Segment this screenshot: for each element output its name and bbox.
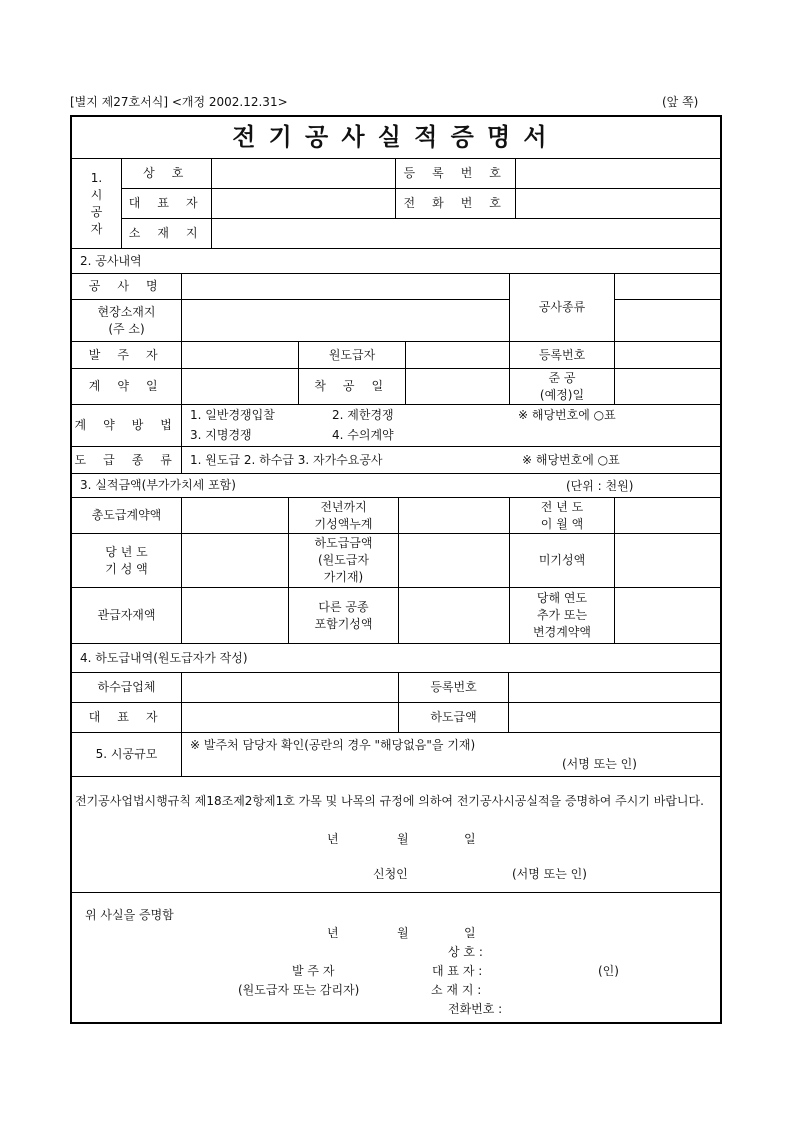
- applicant-label: 신청인: [373, 867, 408, 881]
- address-label: 소 재 지: [122, 219, 212, 249]
- section5-note: ※ 발주처 담당자 확인(공란의 경우 "해당없음"을 기재): [190, 738, 476, 752]
- method-option-2[interactable]: 2. 제한경쟁: [332, 408, 394, 422]
- registration-number-label: 등 록 번 호: [396, 159, 516, 189]
- project-name-label: 공 사 명: [72, 274, 182, 300]
- contract-type-note: ※ 해당번호에 ○표: [522, 453, 620, 467]
- certify-client-label: 발 주 자: [292, 964, 335, 978]
- prev-year-carryover-field[interactable]: [615, 498, 720, 534]
- start-date-field[interactable]: [406, 369, 510, 405]
- client-label: 발 주 자: [72, 342, 182, 369]
- sub-amount-label: 하도급액: [399, 703, 509, 733]
- client-field[interactable]: [182, 342, 299, 369]
- certificate-form: [70, 115, 722, 1024]
- prime-contractor-field[interactable]: [406, 342, 510, 369]
- registration-number-field[interactable]: [516, 159, 720, 189]
- certify-date-month: 월: [397, 926, 409, 940]
- other-work-field[interactable]: [399, 588, 510, 644]
- project-name-field[interactable]: [182, 274, 510, 300]
- contract-type-options[interactable]: 1. 원도급 2. 하수급 3. 자가수요공사: [190, 453, 383, 467]
- subcontract-amount-field[interactable]: [399, 534, 510, 588]
- reg-number-label: 등록번호: [510, 342, 615, 369]
- request-date-day: 일: [464, 832, 476, 846]
- section4-heading: 4. 하도급내역(원도급자가 작성): [72, 644, 720, 673]
- contract-method-label: 계 약 방 법: [72, 405, 182, 447]
- prime-contractor-label: 원도급자: [299, 342, 406, 369]
- start-date-label: 착 공 일: [299, 369, 406, 405]
- certify-phone-label: 전화번호 :: [448, 1002, 503, 1016]
- request-text: 전기공사업법시행규칙 제18조제2항제1호 가목 및 나목의 규정에 의하여 전기공사시공실적을 증명하여 주시기 바랍니다.: [75, 794, 704, 808]
- reg-number-field[interactable]: [615, 342, 720, 369]
- request-date-month: 월: [397, 832, 409, 846]
- completion-date-field[interactable]: [615, 369, 720, 405]
- sub-ceo-label: 대 표 자: [72, 703, 182, 733]
- ceo-field[interactable]: [212, 189, 396, 219]
- sub-reg-number-field[interactable]: [509, 673, 720, 703]
- prev-year-carryover-label: 전 년 도 이 월 액: [510, 498, 615, 534]
- site-address-field[interactable]: [182, 300, 510, 342]
- change-contract-field[interactable]: [615, 588, 720, 644]
- phone-field[interactable]: [516, 189, 720, 219]
- section2-heading: 2. 공사내역: [72, 249, 720, 274]
- section1-label: 1. 시 공 자: [72, 159, 122, 249]
- supplied-material-label: 관급자재액: [72, 588, 182, 644]
- completion-date-label: 준 공 (예정)일: [510, 369, 615, 405]
- current-year-field[interactable]: [182, 534, 289, 588]
- subcontractor-field[interactable]: [182, 673, 399, 703]
- work-type-field-1[interactable]: [615, 274, 720, 300]
- section5-label: 5. 시공규모: [72, 733, 182, 777]
- contract-date-field[interactable]: [182, 369, 299, 405]
- certify-company-label: 상 호 :: [448, 945, 483, 959]
- total-contract-field[interactable]: [182, 498, 289, 534]
- method-note: ※ 해당번호에 ○표: [518, 408, 616, 422]
- total-contract-label: 총도급계약액: [72, 498, 182, 534]
- section3-heading: 3. 실적금액(부가가치세 포함): [72, 474, 720, 498]
- sub-reg-number-label: 등록번호: [399, 673, 509, 703]
- certify-client-sub: (원도급자 또는 감리자): [238, 983, 360, 997]
- section5-sign: (서명 또는 인): [562, 757, 637, 771]
- ceo-label: 대 표 자: [122, 189, 212, 219]
- phone-label: 전 화 번 호: [396, 189, 516, 219]
- prev-year-cumulative-field[interactable]: [399, 498, 510, 534]
- certify-address-label: 소 재 지 :: [431, 983, 482, 997]
- unbuilt-amount-field[interactable]: [615, 534, 720, 588]
- certify-seal: (인): [598, 964, 619, 978]
- amount-unit: (단위 : 천원): [566, 479, 634, 493]
- contract-date-label: 계 약 일: [72, 369, 182, 405]
- supplied-material-field[interactable]: [182, 588, 289, 644]
- sub-amount-field[interactable]: [509, 703, 720, 733]
- method-option-3[interactable]: 3. 지명경쟁: [190, 428, 252, 442]
- certify-ceo-label: 대 표 자 :: [432, 964, 483, 978]
- site-address-label: 현장소재지 (주 소): [72, 300, 182, 342]
- unbuilt-amount-label: 미기성액: [510, 534, 615, 588]
- contract-type-label: 도 급 종 류: [72, 447, 182, 474]
- page-side-label: (앞 쪽): [662, 95, 699, 109]
- method-option-4[interactable]: 4. 수의계약: [332, 428, 394, 442]
- prev-year-cumulative-label: 전년까지 기성액누계: [289, 498, 399, 534]
- certify-date-year: 년: [327, 926, 339, 940]
- company-name-label: 상 호: [122, 159, 212, 189]
- change-contract-label: 당해 연도 추가 또는 변경계약액: [510, 588, 615, 644]
- work-type-field-2[interactable]: [615, 300, 720, 342]
- other-work-label: 다른 공종 포함기성액: [289, 588, 399, 644]
- work-type-label: 공사종류: [510, 274, 615, 342]
- form-number: [별지 제27호서식] <개정 2002.12.31>: [70, 95, 288, 109]
- address-field[interactable]: [212, 219, 720, 249]
- subcontractor-label: 하수급업체: [72, 673, 182, 703]
- current-year-label: 당 년 도 기 성 액: [72, 534, 182, 588]
- company-name-field[interactable]: [212, 159, 396, 189]
- form-title: 전기공사실적증명서: [72, 117, 720, 159]
- sub-ceo-field[interactable]: [182, 703, 399, 733]
- request-date-year: 년: [327, 832, 339, 846]
- certify-date-day: 일: [464, 926, 476, 940]
- subcontract-amount-label: 하도급금액 (원도급자 가기재): [289, 534, 399, 588]
- applicant-sign: (서명 또는 인): [512, 867, 587, 881]
- certify-text: 위 사실을 증명함: [85, 908, 174, 922]
- method-option-1[interactable]: 1. 일반경쟁입찰: [190, 408, 275, 422]
